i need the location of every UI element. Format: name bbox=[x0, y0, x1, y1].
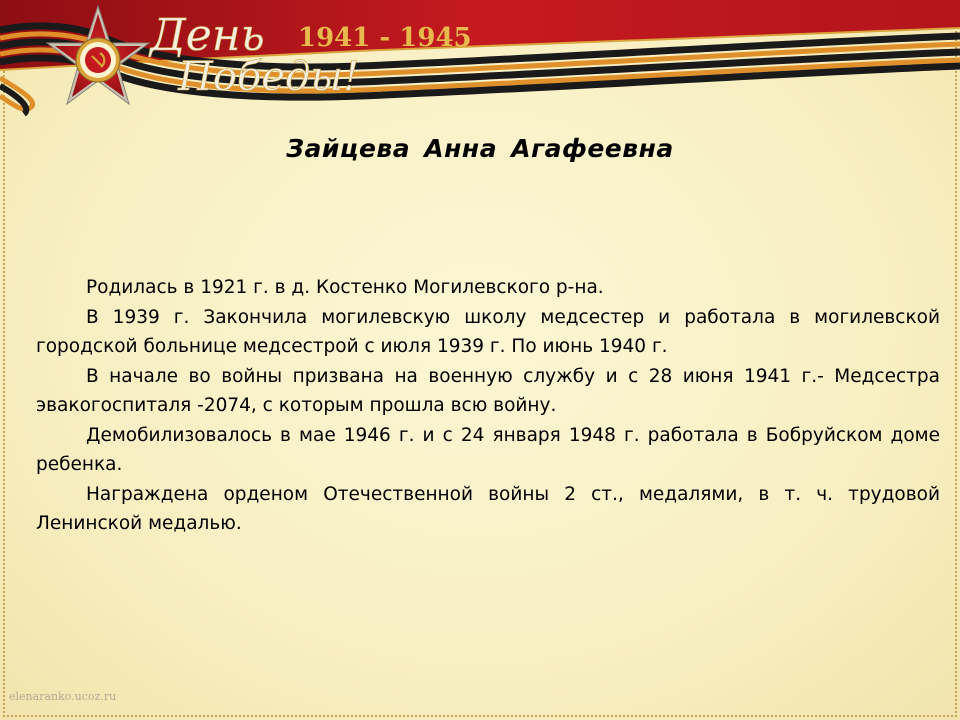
banner-victory-word: Победы! bbox=[178, 54, 360, 100]
biography-paragraph: В начале во войны призвана на военную службу и с 28 июня 1941 г.- Медсестра эвакогоспиталя -2074, с которым прошла всю войну. bbox=[36, 365, 940, 416]
biography-paragraph: В 1939 г. Закончила могилевскую школу медсестер и работала в могилевской городской больнице медсестрой с июля 1939 г. По июнь 1940 г. bbox=[36, 306, 940, 357]
header-banner bbox=[0, 0, 960, 125]
banner-day-word: День bbox=[150, 10, 265, 61]
biography-paragraph: Награждена орденом Отечественной войны 2 ст., медалями, в т. ч. трудовой Ленинской медалью. bbox=[36, 483, 940, 534]
biography-paragraph: Родилась в 1921 г. в д. Костенко Могилевского р-на. bbox=[86, 277, 604, 298]
banner-years: 1941 - 1945 bbox=[298, 23, 472, 53]
page-title: Зайцева Анна Агафеевна bbox=[286, 134, 674, 163]
biography-paragraph: Демобилизовалось в мае 1946 г. и с 24 января 1948 г. работала в Бобруйском доме ребенка. bbox=[36, 424, 940, 475]
biography-text bbox=[36, 273, 940, 539]
source-watermark: elenaranko.ucoz.ru bbox=[9, 690, 117, 703]
